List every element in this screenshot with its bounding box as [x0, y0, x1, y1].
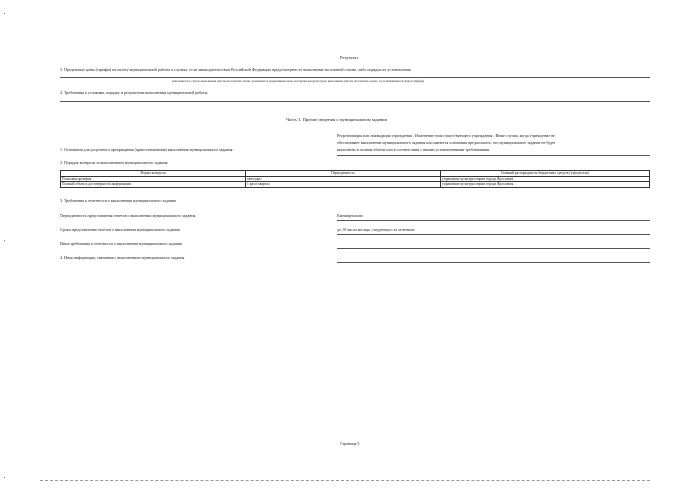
early-termination-label: 1. Основания для досрочного прекращения (приостановления) выполнения муниципального задания:	[60, 147, 234, 152]
scan-mark	[4, 13, 5, 14]
scan-edge-line	[40, 480, 650, 481]
table-cell: 1 раз в квартал	[246, 182, 441, 188]
table-row	[61, 182, 650, 188]
scan-mark	[4, 477, 5, 478]
early-termination-line-1: Реорганизация или ликвидация учреждения ; Изменение типа существующего учреждения ; Иные случаи, когда учреждение не	[337, 133, 555, 138]
other-info-underline	[337, 262, 650, 263]
early-termination-line-2: обеспечивает выполнение муниципального задания или имеются основания предполагать, что муниципальное задание не будет	[337, 140, 556, 145]
table-cell: управление культуры мэрии города Ярославля	[441, 182, 650, 188]
deadline-value: до 10 числа месяца, следующего за отчетным	[337, 227, 415, 232]
table-cell: Полный объем и достоверность информации	[61, 182, 246, 188]
early-termination-underline	[337, 155, 650, 156]
item3-line	[60, 77, 650, 78]
table-header-cell: Форма контроля	[61, 171, 246, 177]
item4-text: 4. Требования к условиям, порядку и результатам выполнения муниципальной работы	[60, 90, 208, 95]
table-header-cell: Периодичность	[246, 171, 441, 177]
deadline-underline	[337, 234, 650, 235]
item4-line	[60, 101, 650, 102]
periodicity-value: Ежеквартально	[337, 213, 363, 218]
periodicity-label: Периодичность представления отчетов о выполнении муниципального задания	[60, 213, 196, 218]
table-cell: управление культуры мэрии города Ярославля	[441, 176, 650, 182]
deadline-label: Сроки представления отчетов о выполнении муниципального задания	[60, 227, 180, 232]
other-requirements-label: Иные требования к отчетности о выполнении муниципального задания	[60, 241, 182, 246]
item3-text: 3. Предельные цены (тарифы) на оплату муниципальной работы в случаях, если законодательством Российской Федерации предусмотрено ее выполнение на платной основе, либо порядок их установления	[60, 67, 411, 72]
scan-mark	[4, 240, 5, 241]
other-requirements-underline	[337, 248, 650, 249]
control-table	[60, 170, 650, 188]
result-heading: Результат	[340, 55, 359, 60]
control-label: 2. Порядок контроля за выполнением муниципального задания	[60, 160, 168, 165]
item3-note: (заполняется в случае выполнения работы на платной основе, указываются нормативные акты, которыми предусмотрено выполнение работы на платной основе, и устанавливаются цены (тарифы))	[172, 79, 424, 83]
table-cell: Плановая проверка	[61, 176, 246, 182]
part3-title: Часть 3. Прочие сведения о муниципальном задании	[286, 117, 388, 122]
table-header-cell: Главный распорядитель бюджетных средств (учредитель)	[441, 171, 650, 177]
reporting-label: 3. Требования к отчетности о выполнении муниципального задания	[60, 198, 176, 203]
table-cell: ежегодно	[246, 176, 441, 182]
early-termination-line-3: выполнено в полном объеме или в соответствии с иными установленными требованиями.	[337, 147, 491, 152]
other-info-label: 4. Иная информация, связанная с выполнением муниципального задания	[60, 255, 185, 260]
page-number: Страница 5	[340, 441, 360, 446]
periodicity-underline	[337, 220, 650, 221]
